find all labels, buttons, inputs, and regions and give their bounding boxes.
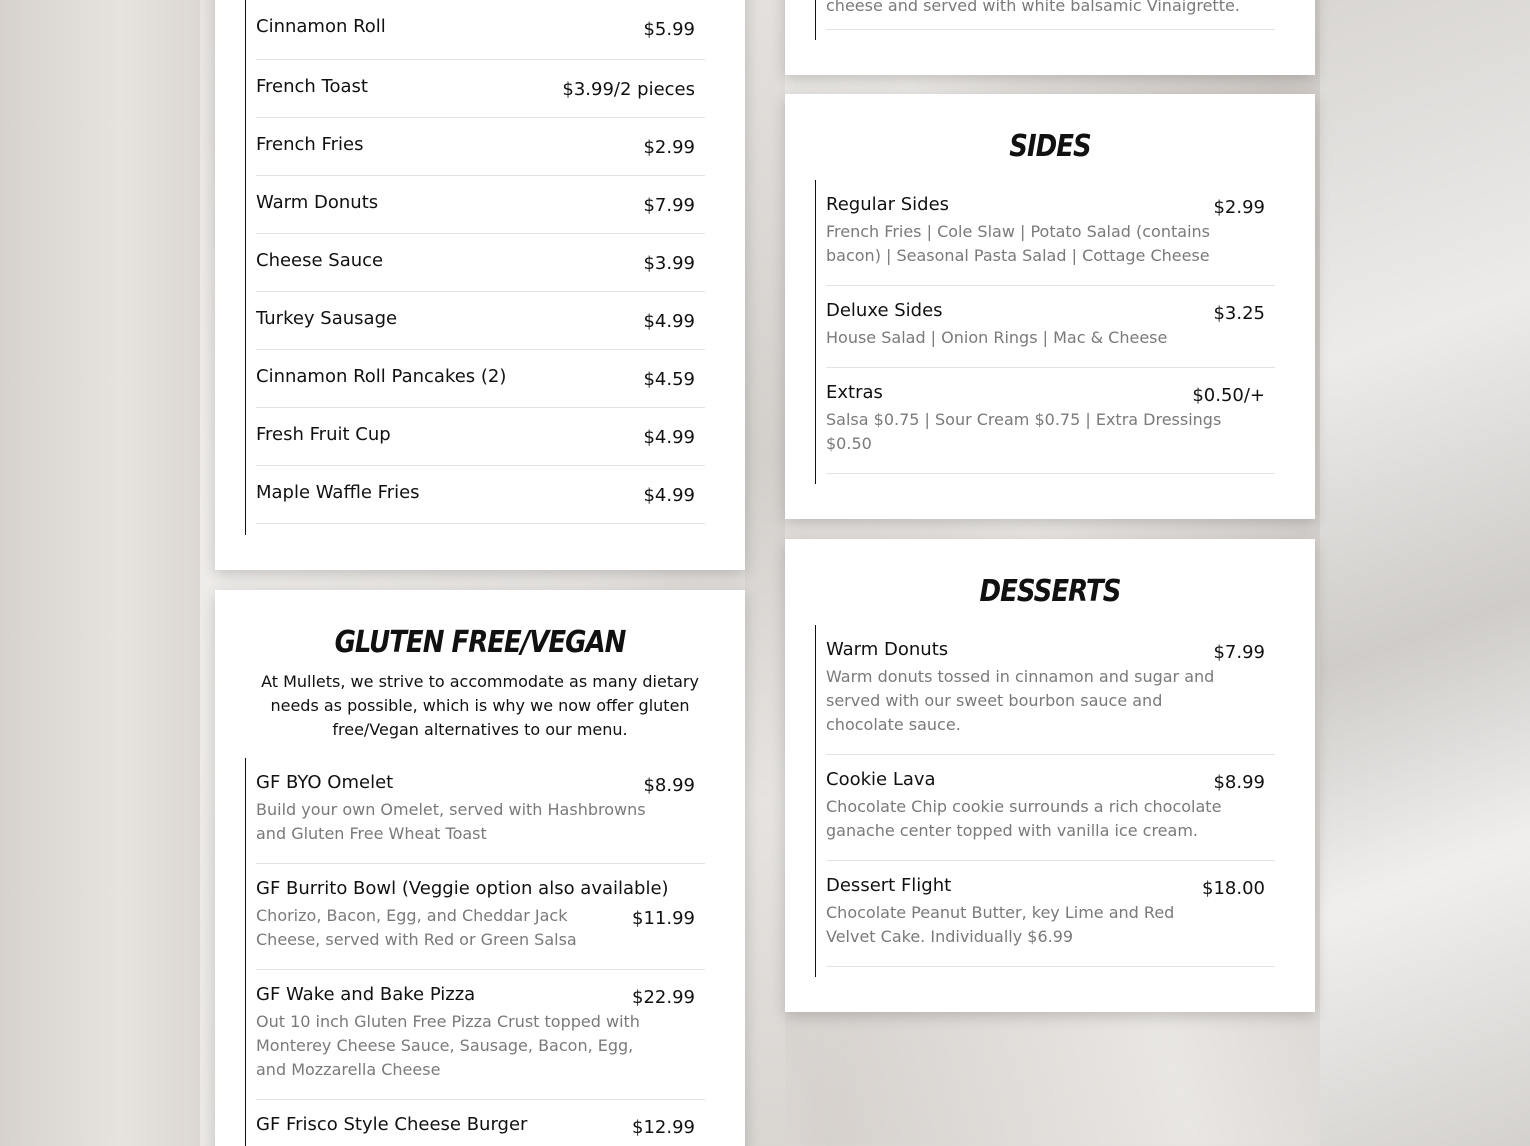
background-texture-middle	[745, 0, 785, 1146]
item-price: $12.99	[632, 1117, 695, 1138]
salad-card	[785, 0, 1315, 75]
item-name: Fresh Fruit Cup	[256, 424, 391, 445]
item-price: $22.99	[632, 987, 695, 1008]
background-texture-right	[1320, 0, 1530, 1146]
sides-card	[785, 94, 1315, 519]
item-description: Chorizo, Bacon, Egg, and Cheddar Jack Cheese, served with Red or Green Salsa	[256, 906, 577, 949]
item-price: $5.99	[643, 19, 695, 40]
item-description: Chocolate Chip cookie surrounds a rich chocolate ganache center topped with vanilla ice cream.	[826, 797, 1222, 840]
desserts-list	[815, 625, 1285, 977]
item-description: Build your own Omelet, served with Hashbrowns and Gluten Free Wheat Toast	[256, 800, 646, 843]
item-price: $18.00	[1202, 878, 1265, 899]
menu-item	[256, 118, 705, 176]
breakfast-sides-card	[215, 0, 745, 570]
menu-item	[826, 368, 1275, 474]
desserts-card	[785, 539, 1315, 1012]
salad-list	[815, 0, 1285, 40]
item-price: $3.99/2 pieces	[562, 79, 695, 100]
item-price: $7.99	[643, 195, 695, 216]
item-name: Maple Waffle Fries	[256, 482, 420, 503]
item-name: GF BYO Omelet	[256, 772, 394, 793]
menu-item	[256, 466, 705, 524]
background-texture-left	[0, 0, 200, 1146]
item-price: $3.25	[1213, 303, 1265, 324]
item-price: $8.99	[643, 775, 695, 796]
menu-item	[256, 60, 705, 118]
menu-item	[826, 286, 1275, 368]
item-name: Turkey Sausage	[256, 308, 398, 329]
item-description: Salsa $0.75 | Sour Cream $0.75 | Extra Dressings $0.50	[826, 410, 1222, 453]
section-title: GLUTEN FREE/VEGAN	[334, 625, 626, 661]
item-price: $0.50/+	[1192, 385, 1265, 406]
item-description: cheese and served with white balsamic Vinaigrette.	[826, 0, 1240, 15]
item-name: GF Wake and Bake Pizza	[256, 984, 476, 1005]
sides-list	[815, 180, 1285, 484]
item-name: French Toast	[256, 76, 368, 97]
menu-item	[256, 408, 705, 466]
item-name: Deluxe Sides	[826, 300, 943, 321]
item-description: Out 10 inch Gluten Free Pizza Crust topped with Monterey Cheese Sauce, Sausage, Bacon, Egg, and Mozzarella Cheese	[256, 1012, 640, 1079]
section-title: DESSERTS	[979, 574, 1121, 610]
item-name: Cinnamon Roll Pancakes (2)	[256, 366, 507, 387]
item-price: $8.99	[1213, 772, 1265, 793]
item-description: Chocolate Peanut Butter, key Lime and Red Velvet Cake. Individually $6.99	[826, 903, 1175, 946]
menu-item	[256, 292, 705, 350]
menu-item	[826, 0, 1275, 30]
menu-item	[256, 864, 705, 970]
section-intro: At Mullets, we strive to accommodate as many dietary needs as possible, which is why we now offer gluten free/Vegan alternatives to our menu.	[261, 672, 699, 739]
menu-item	[256, 970, 705, 1100]
item-description: French Fries | Cole Slaw | Potato Salad (contains bacon) | Seasonal Pasta Salad | Cottage Cheese	[826, 222, 1210, 265]
item-name: French Fries	[256, 134, 364, 155]
item-name: Extras	[826, 382, 883, 403]
menu-item	[826, 625, 1275, 755]
item-name: Dessert Flight	[826, 875, 952, 896]
item-price: $4.99	[643, 485, 695, 506]
item-name: Cheese Sauce	[256, 250, 384, 271]
menu-item	[826, 755, 1275, 861]
item-price: $3.99	[643, 253, 695, 274]
item-description: Warm donuts tossed in cinnamon and sugar and served with our sweet bourbon sauce and chocolate sauce.	[826, 667, 1215, 734]
item-name: GF Frisco Style Cheese Burger	[256, 1114, 528, 1135]
menu-item	[256, 176, 705, 234]
section-title: SIDES	[1009, 129, 1091, 165]
item-name: Warm Donuts	[826, 639, 949, 660]
item-price: $2.99	[643, 137, 695, 158]
menu-item	[826, 180, 1275, 286]
item-name: Cookie Lava	[826, 769, 936, 790]
item-price: $4.99	[643, 427, 695, 448]
menu-item	[826, 861, 1275, 967]
item-name: Warm Donuts	[256, 192, 379, 213]
gluten-free-list	[245, 758, 715, 1146]
item-name: Cinnamon Roll	[256, 16, 386, 37]
breakfast-sides-list	[245, 0, 715, 535]
item-description: House Salad | Onion Rings | Mac & Cheese	[826, 328, 1168, 347]
item-name: Regular Sides	[826, 194, 950, 215]
menu-item	[256, 0, 705, 60]
item-price: $7.99	[1213, 642, 1265, 663]
gluten-free-card	[215, 590, 745, 1146]
menu-item	[256, 234, 705, 292]
item-price: $2.99	[1213, 197, 1265, 218]
item-name: GF Burrito Bowl (Veggie option also available)	[256, 878, 669, 899]
item-price: $4.59	[643, 369, 695, 390]
menu-item	[256, 1100, 705, 1146]
menu-item	[256, 350, 705, 408]
item-price: $4.99	[643, 311, 695, 332]
menu-item	[256, 758, 705, 864]
item-price: $11.99	[632, 908, 695, 929]
